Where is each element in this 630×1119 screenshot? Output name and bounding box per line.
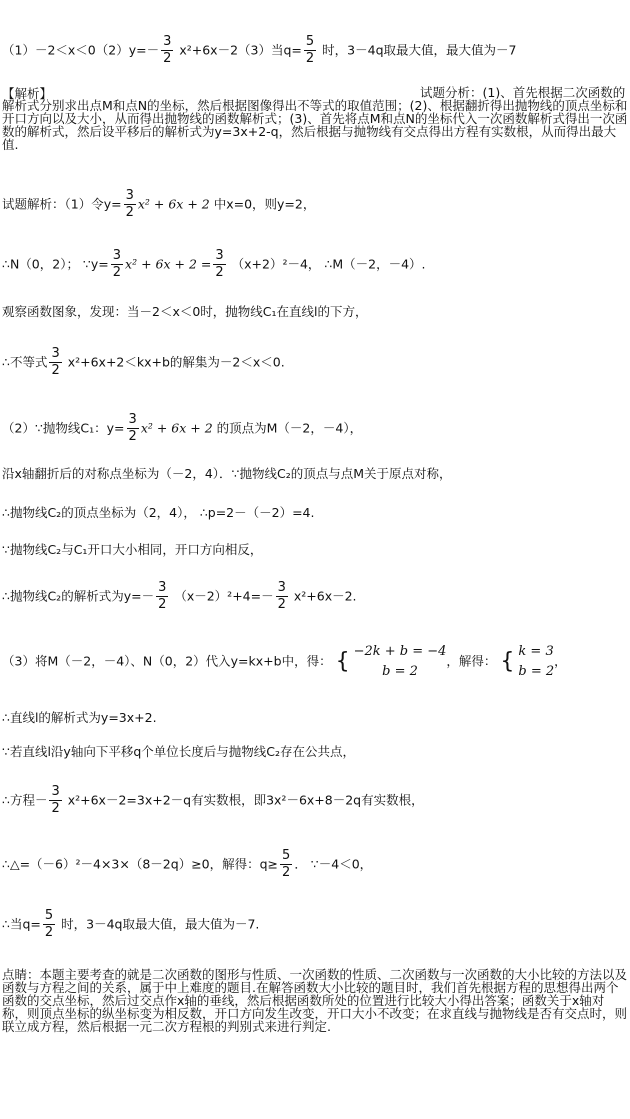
solution-step-1: 试题解析：（1）令y= $\frac{3}{2}$ x² + 6x + 2 中x=0，则y=2， <box>2 188 316 221</box>
comment-paragraph: 点睛：本题主要考查的就是二次函数的图形与性质、一次函数的性质、二次函数与一次函数的大小比较的方法以及函数与方程之间的关系，属于中上难度的题目.在解答函数大小比较的题目时，我们首先根据方程的思想得出两个函数的交点坐标，然后过交点作x轴的垂线，然后根据函数所处的位置进行比较大小得出答案；函数关于x轴对称，则顶点坐标的纵坐标变为相反数，开口方向发生改变，开口大小不改变；在求直线与抛物线是否有交点时，则联立成方程，然后根据一元二次方程根的判别式来进行判定. <box>2 967 628 1034</box>
solution-step-12: ∵若直线l沿y轴向下平移q个单位长度后与抛物线C₂存在公共点， <box>2 744 355 759</box>
answer-line <box>2 34 516 68</box>
fraction: $\frac{3}{2}$ <box>158 580 167 613</box>
solution-step-4: ∴不等式 $\frac{3}{2}$ x²+6x+2＜kx+b的解集为－2＜x＜0. <box>2 346 285 379</box>
formula: x² + 6x + 2 <box>140 420 213 436</box>
solution-step-9: ∴抛物线C₂的解析式为y=－ $\frac{3}{2}$ （x－2）²+4=－ $\frac{3}{2}$ x²+6x－2. <box>2 580 357 613</box>
fraction: $\frac{3}{2}$ <box>125 188 134 221</box>
solution-step-11: ∴直线l的解析式为y=3x+2. <box>2 710 157 725</box>
solution-step-7: ∴抛物线C₂的顶点坐标为（2，4）， ∴p=2－（－2）=4. <box>2 505 315 520</box>
fraction: $\frac{3}{2}$ <box>112 248 122 281</box>
solution-step-10: （3）将M（－2，－4）、N（0，2）代入y=kx+b中，得： { −2k + b = −4 b = 2 ，解得： { k = 3 b = 2 ， <box>2 642 567 682</box>
fraction: $\frac{3}{2}$ <box>51 784 60 817</box>
fraction: $\frac{3}{2}$ <box>51 346 60 379</box>
equation-solution: { k = 3 b = 2 <box>500 644 555 679</box>
fraction: $\frac{3}{2}$ <box>128 412 137 445</box>
fraction: $\frac{3}{2}$ <box>215 248 224 281</box>
fraction: $\frac{3}{2}$ <box>163 34 172 67</box>
analysis-label: 【解析】 <box>2 86 53 101</box>
solution-step-5: （2）∵抛物线C₁：y= $\frac{3}{2}$ x² + 6x + 2 的顶点为M（－2，－4）， <box>2 412 363 445</box>
answer-part-1: （1）－2＜x＜0（2）y=－ <box>2 42 160 58</box>
equation-system: { −2k + b = −4 b = 2 <box>335 644 447 679</box>
solution-step-2: ∴N（0，2）； ∵y= $\frac{3}{2}$ x² + 6x + 2 = $\frac{3}{2}$ （x+2）²－4， ∴M（－2，－4）. <box>2 248 426 281</box>
formula: x² + 6x + 2 <box>125 256 197 272</box>
solution-step-3: 观察函数图象，发现：当－2＜x＜0时，抛物线C₁在直线l的下方， <box>2 304 368 319</box>
formula: x² + 6x + 2 <box>137 196 210 212</box>
answer-part-3: 时，3－4q取最大值，最大值为－7 <box>318 42 517 58</box>
solution-step-13: ∴方程－ $\frac{3}{2}$ x²+6x－2=3x+2－q有实数根，即3x²－6x+8－2q有实数根， <box>2 784 424 817</box>
solution-step-14: ∴△=（－6）²－4×3×（8－2q）≥0，解得：q≥ $\frac{5}{2}$ ． ∵－4＜0， <box>2 848 373 881</box>
fraction: $\frac{3}{2}$ <box>277 580 286 613</box>
analysis-text: 试题分析：(1)、首先根据二次函数的解析式分别求出点M和点N的坐标，然后根据图像得出不等式的取值范围；(2)、根据翻折得出抛物线的顶点坐标和开口方向以及大小，从而得出抛物线的函数解析式；(3)、首先将点M和点N的坐标代入一次函数解析式得出一次函数的解析式，然后设平移后的解析式为y=3x+2-q，然后根据与抛物线有交点得出方程有实数根，从而得出最大值. <box>2 85 628 152</box>
solution-step-8: ∵抛物线C₂与C₁开口大小相同，开口方向相反， <box>2 542 263 557</box>
answer-part-2: x²+6x－2（3）当q= <box>175 42 302 58</box>
fraction: $\frac{5}{2}$ <box>282 848 291 881</box>
fraction: $\frac{5}{2}$ <box>305 34 315 67</box>
solution-step-6: 沿x轴翻折后的对称点坐标为（－2，4）．∵抛物线C₂的顶点与点M关于原点对称， <box>2 466 452 481</box>
solution-step-15: ∴当q= $\frac{5}{2}$ 时，3－4q取最大值，最大值为－7. <box>2 908 260 941</box>
fraction: $\frac{5}{2}$ <box>44 908 54 941</box>
